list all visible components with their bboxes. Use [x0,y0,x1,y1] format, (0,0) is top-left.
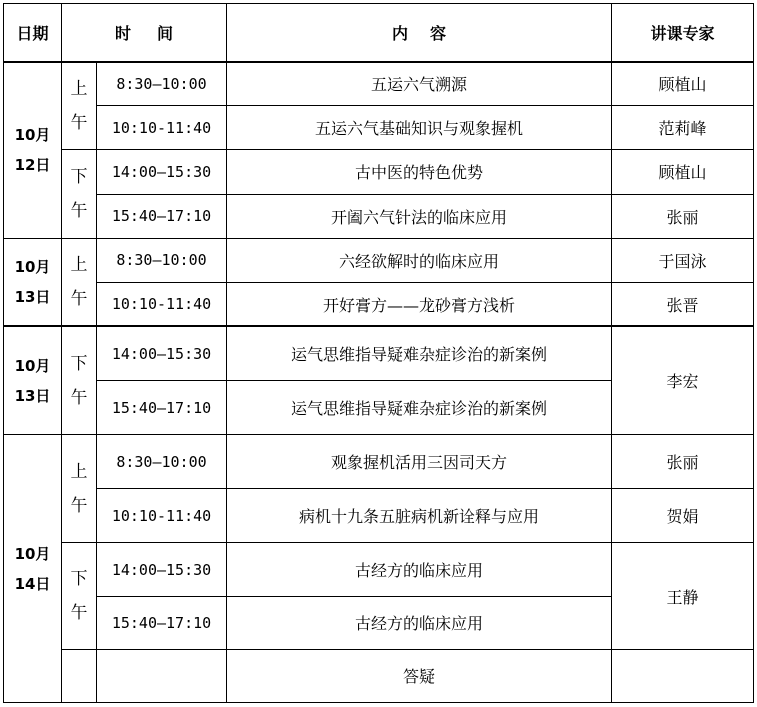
expert-cell: 顾植山 [612,62,754,106]
expert-cell: 顾植山 [612,150,754,194]
empty-cell [62,649,97,702]
table-row [4,489,754,543]
time-cell: 14:00—15:30 [97,543,227,596]
expert-cell: 李宏 [612,326,754,434]
content-cell: 古经方的临床应用 [227,543,612,596]
content-cell: 五运六气基础知识与观象握机 [227,106,612,150]
period-morning: 上 午 [62,238,97,326]
expert-cell: 张丽 [612,194,754,238]
content-cell: 开阖六气针法的临床应用 [227,194,612,238]
table-row [4,62,754,106]
period-morning: 上 午 [62,435,97,543]
table-row [4,106,754,150]
time-cell: 15:40—17:10 [97,381,227,435]
schedule-table [3,3,754,703]
content-cell: 病机十九条五脏病机新诠释与应用 [227,489,612,543]
expert-cell: 范莉峰 [612,106,754,150]
date-cell: 10月 14日 [4,435,62,703]
header-date: 日期 [4,4,62,62]
header-expert: 讲课专家 [612,4,754,62]
table-row [4,543,754,596]
time-cell [97,649,227,702]
content-cell: 答疑 [227,649,612,702]
content-cell: 古经方的临床应用 [227,596,612,649]
content-cell: 六经欲解时的临床应用 [227,238,612,282]
table-row [4,150,754,194]
period-morning: 上 午 [62,62,97,150]
content-cell: 观象握机活用三因司天方 [227,435,612,489]
expert-cell: 张晋 [612,282,754,326]
expert-cell: 贺娟 [612,489,754,543]
table-row [4,282,754,326]
expert-cell: 王静 [612,543,754,649]
period-afternoon: 下 午 [62,543,97,649]
content-cell: 古中医的特色优势 [227,150,612,194]
table-row [4,238,754,282]
time-cell: 8:30—10:00 [97,62,227,106]
table-row [4,649,754,702]
time-cell: 15:40—17:10 [97,194,227,238]
date-cell: 10月 13日 [4,326,62,434]
date-cell: 10月 12日 [4,62,62,239]
time-cell: 8:30—10:00 [97,238,227,282]
table-row [4,326,754,380]
table-row [4,435,754,489]
header-row [4,4,754,62]
expert-cell: 张丽 [612,435,754,489]
expert-cell: 于国泳 [612,238,754,282]
content-cell: 开好膏方——龙砂膏方浅析 [227,282,612,326]
time-cell: 8:30—10:00 [97,435,227,489]
header-time: 时间 [62,4,227,62]
date-cell: 10月 13日 [4,238,62,326]
time-cell: 15:40—17:10 [97,596,227,649]
header-content: 内容 [227,4,612,62]
period-afternoon: 下 午 [62,326,97,434]
content-cell: 五运六气溯源 [227,62,612,106]
content-cell: 运气思维指导疑难杂症诊治的新案例 [227,381,612,435]
time-cell: 10:10-11:40 [97,489,227,543]
time-cell: 14:00—15:30 [97,326,227,380]
period-afternoon: 下 午 [62,150,97,238]
table-row [4,194,754,238]
time-cell: 10:10-11:40 [97,282,227,326]
content-cell: 运气思维指导疑难杂症诊治的新案例 [227,326,612,380]
time-cell: 10:10-11:40 [97,106,227,150]
expert-cell [612,649,754,702]
time-cell: 14:00—15:30 [97,150,227,194]
